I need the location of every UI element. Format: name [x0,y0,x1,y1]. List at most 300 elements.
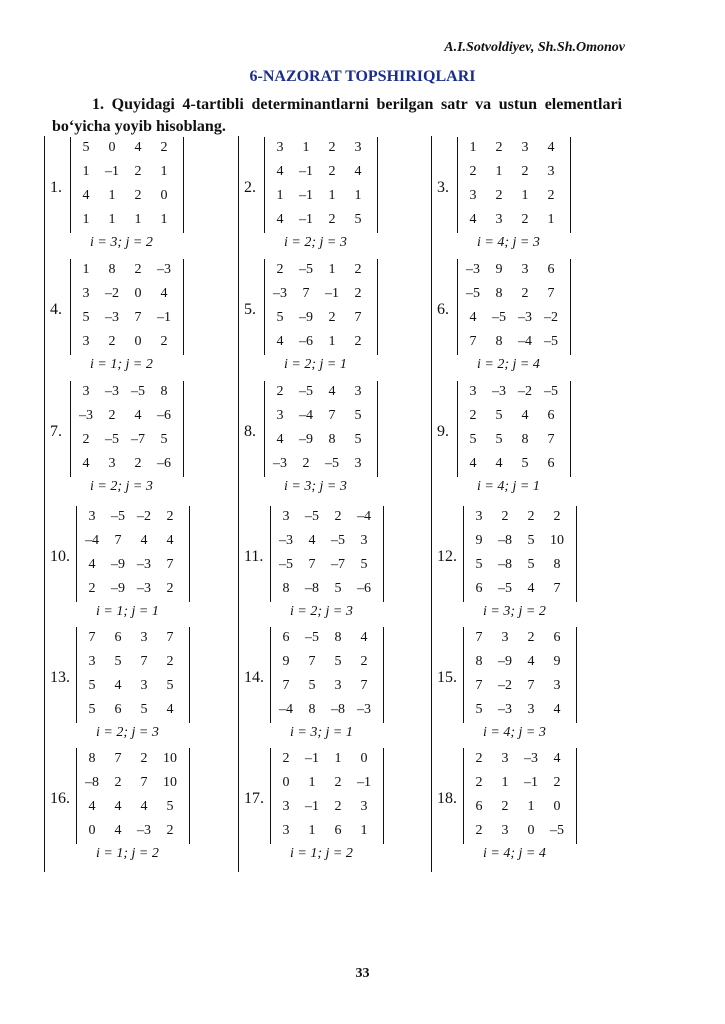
matrix-cell: 8 [334,630,342,645]
determinant-matrix [264,137,378,233]
matrix-cell: 8 [521,432,529,447]
matrix-cell: 7 [308,654,316,669]
matrix-cell: 5 [469,432,477,447]
matrix-cell: 8 [108,262,116,277]
matrix-cell: 5 [166,678,174,693]
matrix-cell: 10 [550,533,564,548]
matrix-cell: –2 [544,310,558,325]
page-number: 33 [355,966,370,981]
problem-18 [437,748,597,866]
matrix-cell: –9 [111,557,125,572]
matrix-cell: 7 [282,678,290,693]
matrix-cell: 4 [527,581,535,596]
matrix-cell: 1 [328,334,336,349]
matrix-cell: –1 [325,286,339,301]
problem-10 [50,506,210,624]
matrix-cell: 2 [354,262,362,277]
problem-number: 7. [50,423,62,440]
matrix-cell: 6 [334,823,342,838]
matrix-cell: 4 [527,654,535,669]
matrix-cell: 3 [282,509,290,524]
expansion-indices: i = 1; j = 2 [290,846,353,861]
expansion-indices: i = 3; j = 2 [483,604,546,619]
matrix-cell: 2 [354,334,362,349]
matrix-cell: 7 [114,751,122,766]
matrix-cell: 4 [469,212,477,227]
matrix-cell: 5 [308,678,316,693]
matrix-cell: 3 [282,823,290,838]
matrix-cell: –5 [498,581,512,596]
matrix-cell: 1 [354,188,362,203]
matrix-cell: 2 [108,334,116,349]
matrix-cell: –4 [518,334,532,349]
matrix-cell: –1 [157,310,171,325]
problem-17 [244,748,404,866]
matrix-cell: –3 [273,456,287,471]
matrix-cell: 2 [114,775,122,790]
matrix-cell: 5 [475,557,483,572]
matrix-cell: 7 [547,432,555,447]
problem-number: 5. [244,301,256,318]
matrix-cell: –5 [299,262,313,277]
table-border-left [44,136,45,872]
matrix-cell: 2 [547,188,555,203]
matrix-cell: 2 [82,432,90,447]
matrix-cell: –5 [331,533,345,548]
matrix-cell: 1 [308,823,316,838]
matrix-cell: 4 [276,432,284,447]
matrix-cell: 5 [88,678,96,693]
matrix-cell: 3 [527,702,535,717]
matrix-cell: 2 [328,140,336,155]
matrix-cell: 7 [308,557,316,572]
problem-number: 14. [244,669,264,686]
matrix-cell: 5 [495,408,503,423]
matrix-cell: 1 [276,188,284,203]
matrix-cell: 4 [553,751,561,766]
problem-number: 11. [244,548,264,565]
matrix-cell: 4 [134,140,142,155]
expansion-indices: i = 2; j = 3 [90,479,153,494]
determinant-matrix [457,381,571,477]
matrix-cell: –3 [79,408,93,423]
matrix-cell: 9 [495,262,503,277]
section-title: 6-NAZORAT TOPSHIRIQLARI [249,68,476,85]
determinant-matrix [457,259,571,355]
matrix-cell: 4 [521,408,529,423]
matrix-cell: 1 [328,262,336,277]
matrix-cell: 5 [360,557,368,572]
matrix-cell: 2 [160,334,168,349]
matrix-cell: 0 [527,823,535,838]
matrix-cell: 7 [527,678,535,693]
matrix-cell: –4 [357,509,371,524]
matrix-cell: 8 [495,334,503,349]
matrix-cell: 3 [88,654,96,669]
matrix-cell: 1 [160,164,168,179]
matrix-cell: 7 [475,678,483,693]
problem-6 [437,259,597,377]
matrix-cell: –6 [299,334,313,349]
matrix-cell: 2 [166,654,174,669]
matrix-cell: 2 [166,823,174,838]
matrix-cell: 6 [114,630,122,645]
matrix-cell: 2 [495,188,503,203]
matrix-cell: 2 [134,262,142,277]
matrix-cell: 6 [553,630,561,645]
matrix-cell: –3 [105,384,119,399]
matrix-cell: 4 [82,188,90,203]
matrix-cell: –3 [137,557,151,572]
matrix-cell: 7 [547,286,555,301]
matrix-cell: 4 [82,456,90,471]
matrix-cell: 5 [140,702,148,717]
matrix-cell: 1 [501,775,509,790]
expansion-indices: i = 2; j = 1 [284,357,347,372]
matrix-cell: 10 [163,751,177,766]
determinant-matrix [270,627,384,723]
matrix-cell: 0 [360,751,368,766]
matrix-cell: 2 [495,140,503,155]
matrix-cell: 5 [114,654,122,669]
matrix-cell: –3 [524,751,538,766]
problem-13 [50,627,210,745]
matrix-cell: 9 [553,654,561,669]
matrix-cell: –9 [299,310,313,325]
matrix-cell: –3 [105,310,119,325]
matrix-cell: 7 [140,654,148,669]
matrix-cell: 2 [328,212,336,227]
matrix-cell: 5 [527,557,535,572]
matrix-cell: 5 [495,432,503,447]
matrix-cell: 8 [308,702,316,717]
matrix-cell: –3 [137,581,151,596]
expansion-indices: i = 1; j = 1 [96,604,159,619]
matrix-cell: 3 [469,384,477,399]
matrix-cell: –5 [305,630,319,645]
matrix-cell: 2 [88,581,96,596]
determinant-matrix [70,381,184,477]
problem-number: 12. [437,548,457,565]
matrix-cell: 5 [527,533,535,548]
matrix-cell: –3 [137,823,151,838]
matrix-cell: –5 [492,310,506,325]
matrix-cell: –6 [357,581,371,596]
problem-number: 1. [50,179,62,196]
matrix-cell: 4 [114,678,122,693]
matrix-cell: 4 [553,702,561,717]
matrix-cell: 5 [354,408,362,423]
matrix-cell: 2 [160,140,168,155]
matrix-cell: 3 [276,140,284,155]
determinant-matrix [457,137,571,233]
determinant-matrix [463,506,577,602]
matrix-cell: 2 [469,408,477,423]
matrix-cell: 5 [160,432,168,447]
matrix-cell: 10 [163,775,177,790]
matrix-cell: 1 [134,212,142,227]
matrix-cell: 2 [302,456,310,471]
matrix-cell: 6 [475,799,483,814]
matrix-cell: 7 [553,581,561,596]
matrix-cell: 4 [140,533,148,548]
matrix-cell: 1 [469,140,477,155]
matrix-cell: –3 [466,262,480,277]
matrix-cell: –3 [498,702,512,717]
matrix-cell: 1 [495,164,503,179]
matrix-cell: 2 [469,164,477,179]
matrix-cell: 0 [134,286,142,301]
matrix-cell: 7 [469,334,477,349]
matrix-cell: –4 [279,702,293,717]
matrix-cell: –9 [299,432,313,447]
matrix-cell: –5 [105,432,119,447]
matrix-cell: 7 [88,630,96,645]
problem-5 [244,259,404,377]
problem-number: 16. [50,790,70,807]
matrix-cell: 1 [334,751,342,766]
matrix-cell: 7 [166,557,174,572]
matrix-cell: –1 [305,799,319,814]
matrix-cell: 6 [547,262,555,277]
matrix-cell: 0 [553,799,561,814]
problem-12 [437,506,597,624]
matrix-cell: 2 [501,799,509,814]
matrix-cell: 4 [308,533,316,548]
matrix-cell: 2 [527,630,535,645]
matrix-cell: 2 [334,775,342,790]
matrix-cell: 8 [282,581,290,596]
problem-4 [50,259,210,377]
problem-number: 8. [244,423,256,440]
matrix-cell: 1 [308,775,316,790]
matrix-cell: 2 [475,823,483,838]
matrix-cell: 8 [553,557,561,572]
matrix-cell: –9 [498,654,512,669]
problem-7 [50,381,210,499]
matrix-cell: 4 [88,799,96,814]
matrix-cell: 9 [282,654,290,669]
matrix-cell: 2 [334,509,342,524]
matrix-cell: 1 [108,212,116,227]
matrix-cell: 8 [328,432,336,447]
problem-number: 2. [244,179,256,196]
matrix-cell: 2 [328,164,336,179]
matrix-cell: 2 [553,509,561,524]
matrix-cell: 7 [114,533,122,548]
table-border-middle-2 [431,136,432,872]
page-header-authors: A.I.Sotvoldiyev, Sh.Sh.Omonov [444,40,625,55]
matrix-cell: –1 [305,751,319,766]
matrix-cell: –4 [85,533,99,548]
matrix-cell: –1 [299,188,313,203]
matrix-cell: 2 [521,212,529,227]
matrix-cell: 9 [475,533,483,548]
matrix-cell: 1 [302,140,310,155]
matrix-cell: 5 [521,456,529,471]
matrix-cell: 3 [140,630,148,645]
problem-number: 6. [437,301,449,318]
expansion-indices: i = 3; j = 1 [290,725,353,740]
problem-number: 9. [437,423,449,440]
matrix-cell: –3 [273,286,287,301]
matrix-cell: 1 [82,262,90,277]
matrix-cell: –8 [305,581,319,596]
matrix-cell: 3 [140,678,148,693]
matrix-cell: –2 [518,384,532,399]
matrix-cell: 3 [82,286,90,301]
matrix-cell: 7 [354,310,362,325]
matrix-cell: 4 [354,164,362,179]
determinant-matrix [70,137,184,233]
matrix-cell: 6 [282,630,290,645]
expansion-indices: i = 2; j = 3 [290,604,353,619]
matrix-cell: –2 [105,286,119,301]
problem-15 [437,627,597,745]
matrix-cell: 4 [276,334,284,349]
matrix-cell: 7 [140,775,148,790]
matrix-cell: 4 [166,702,174,717]
problem-number: 18. [437,790,457,807]
matrix-cell: 0 [282,775,290,790]
matrix-cell: 2 [521,164,529,179]
task-statement: 1. Quyidagi 4-tartibli determinantlarni berilgan satr va ustun elementlari bo‘yicha yoyib hisoblang. [52,96,622,135]
matrix-cell: –9 [111,581,125,596]
problem-3 [437,137,597,255]
matrix-cell: 7 [475,630,483,645]
matrix-cell: –8 [498,533,512,548]
matrix-cell: 2 [166,509,174,524]
matrix-cell: 5 [334,581,342,596]
matrix-cell: 2 [501,509,509,524]
determinant-matrix [270,506,384,602]
matrix-cell: 1 [547,212,555,227]
matrix-cell: 4 [160,286,168,301]
matrix-cell: 2 [276,262,284,277]
matrix-cell: 6 [547,408,555,423]
expansion-indices: i = 2; j = 3 [284,235,347,250]
matrix-cell: 5 [354,432,362,447]
determinant-matrix [270,748,384,844]
matrix-cell: –5 [325,456,339,471]
matrix-cell: –5 [131,384,145,399]
expansion-indices: i = 3; j = 2 [90,235,153,250]
matrix-cell: –5 [544,334,558,349]
matrix-cell: 5 [166,799,174,814]
problem-11 [244,506,404,624]
determinant-matrix [76,506,190,602]
expansion-indices: i = 2; j = 4 [477,357,540,372]
matrix-cell: 4 [495,456,503,471]
matrix-cell: 8 [495,286,503,301]
matrix-cell: –4 [299,408,313,423]
matrix-cell: 1 [108,188,116,203]
matrix-cell: 2 [521,286,529,301]
matrix-cell: 4 [276,212,284,227]
matrix-cell: –5 [299,384,313,399]
expansion-indices: i = 4; j = 3 [477,235,540,250]
matrix-cell: –5 [466,286,480,301]
matrix-cell: 3 [360,533,368,548]
matrix-cell: 4 [360,630,368,645]
matrix-cell: –6 [157,408,171,423]
matrix-cell: –5 [550,823,564,838]
matrix-cell: 7 [302,286,310,301]
matrix-cell: –1 [524,775,538,790]
matrix-cell: 3 [495,212,503,227]
problem-1 [50,137,210,255]
determinant-matrix [264,259,378,355]
matrix-cell: 2 [527,509,535,524]
matrix-cell: 4 [328,384,336,399]
matrix-cell: 3 [553,678,561,693]
matrix-cell: 2 [475,751,483,766]
problem-14 [244,627,404,745]
matrix-cell: 4 [547,140,555,155]
matrix-cell: 7 [360,678,368,693]
matrix-cell: 2 [134,188,142,203]
matrix-cell: 3 [334,678,342,693]
matrix-cell: 2 [282,751,290,766]
matrix-cell: –8 [498,557,512,572]
matrix-cell: 4 [469,456,477,471]
determinant-matrix [463,627,577,723]
matrix-cell: 1 [82,212,90,227]
matrix-cell: 2 [108,408,116,423]
matrix-cell: 3 [354,140,362,155]
problem-number: 15. [437,669,457,686]
determinant-matrix [76,627,190,723]
matrix-cell: –1 [105,164,119,179]
matrix-cell: 3 [469,188,477,203]
matrix-cell: 6 [475,581,483,596]
matrix-cell: 0 [88,823,96,838]
matrix-cell: –3 [157,262,171,277]
expansion-indices: i = 4; j = 1 [477,479,540,494]
matrix-cell: –3 [518,310,532,325]
matrix-cell: 4 [114,799,122,814]
matrix-cell: 5 [276,310,284,325]
matrix-cell: 3 [547,164,555,179]
matrix-cell: 3 [82,384,90,399]
matrix-cell: 2 [276,384,284,399]
matrix-cell: –5 [111,509,125,524]
problem-number: 3. [437,179,449,196]
expansion-indices: i = 4; j = 4 [483,846,546,861]
matrix-cell: 1 [527,799,535,814]
problem-number: 4. [50,301,62,318]
matrix-cell: 7 [134,310,142,325]
matrix-cell: 5 [475,702,483,717]
expansion-indices: i = 3; j = 3 [284,479,347,494]
matrix-cell: 1 [360,823,368,838]
matrix-cell: 2 [140,751,148,766]
matrix-cell: 2 [360,654,368,669]
matrix-cell: 8 [88,751,96,766]
matrix-cell: –3 [357,702,371,717]
determinant-matrix [70,259,184,355]
matrix-cell: 4 [469,310,477,325]
matrix-cell: 0 [160,188,168,203]
matrix-cell: 1 [521,188,529,203]
matrix-cell: –1 [299,164,313,179]
determinant-matrix [264,381,378,477]
matrix-cell: –3 [279,533,293,548]
matrix-cell: –1 [299,212,313,227]
matrix-cell: 3 [521,140,529,155]
matrix-cell: 3 [501,751,509,766]
matrix-cell: 2 [328,310,336,325]
